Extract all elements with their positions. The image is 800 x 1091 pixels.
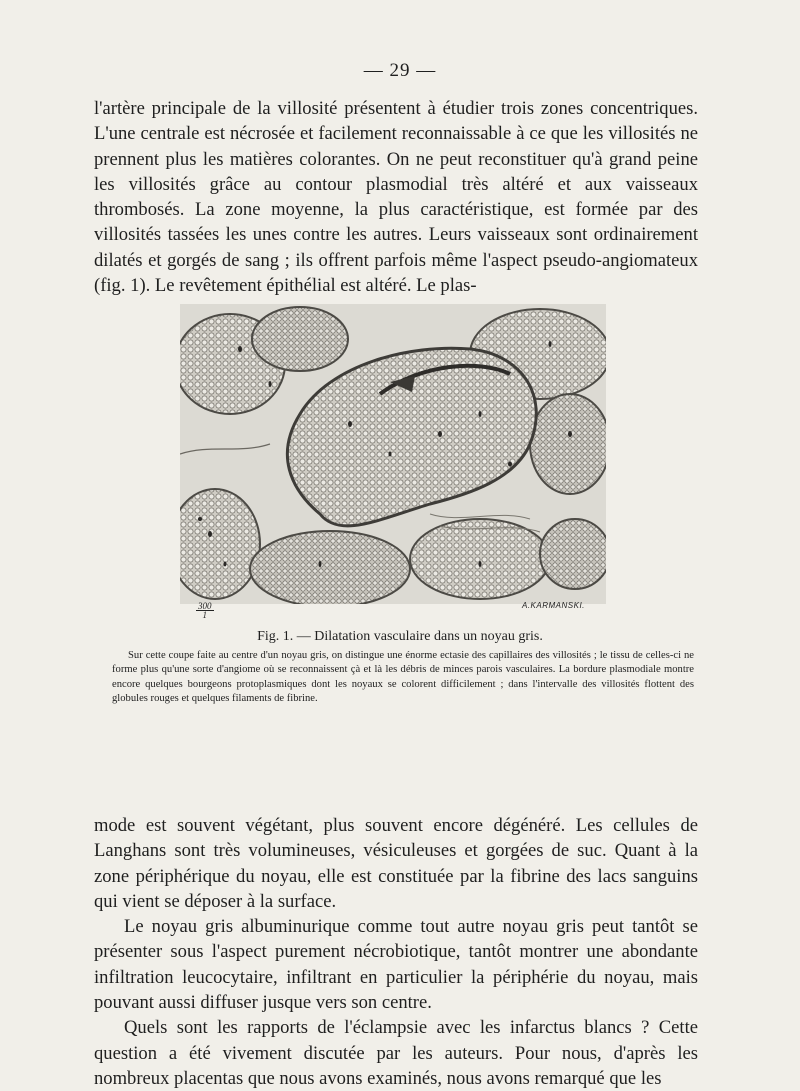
scale-numerator: 300 [198,601,212,611]
histology-drawing [180,304,606,604]
figure-scale-label [196,602,214,619]
figure-caption-body: Sur cette coupe faite au centre d'un noyau gris, on distingue une énorme ectasie des capillaires des villosités ; le tissu de celles-ci ne forme plus qu'une sorte d'angiome où se reconnaissent çà et là les débris de minces parois vasculaires. La bordure plasmodiale montre encore quelques bourgeons protoplasmiques dont les noyaux se colorent difficilement ; dans l'intervalle des villosités flottent des globules rouges et quelques filaments de fibrine. [112,650,694,705]
page-number: — 29 — [363,60,437,81]
histology-illustration [180,304,606,604]
top-paragraph: l'artère principale de la villosité présentent à étudier trois zones concentriques. L'une centrale est nécrosée et facilement reconnaissable à ce que les villosités ne prennent plus les matières colorantes. On ne peut reconstituer qu'à grand peine les villosités grâce au contour plasmodial très altéré et aux vaisseaux thrombosés. La zone moyenne, la plus caractéristique, est formée par des villosités tassées les unes contre les autres. Leurs vaisseaux sont ordinairement dilatés et gorgés de sang ; ils offrent parfois même l'aspect pseudo-angiomateux (fig. 1). Le revêtement épithélial est altéré. Le plas- [94,98,698,297]
scale-denominator: 1 [202,610,207,620]
illustrator-signature: A.KARMANSKI. [522,601,585,610]
paragraph-noyau-gris: Le noyau gris albuminurique comme tout autre noyau gris peut tantôt se présenter sous l'aspect purement nécrobiotique, tantôt montrer une abondante infiltration leucocytaire, infiltrant en particulier la périphérie du noyau, mais pouvant aussi diffuser jusque vers son centre. [94,916,698,1014]
paragraph-continuation: mode est souvent végétant, plus souvent encore dégénéré. Les cellules de Langhans sont très volumineuses, vésiculeuses et gorgées de suc. Quant à la zone périphérique du noyau, elle est constituée par la fibrine des lacs sanguins qui vient se déposer à la surface. [94,815,698,912]
body-text [94,813,698,1091]
figure-caption-title: Fig. 1. — Dilatation vasculaire dans un noyau gris. [257,629,543,644]
paragraph-eclampsie: Quels sont les rapports de l'éclampsie avec les infarctus blancs ? Cette question a été vivement discutée par les auteurs. Pour nous, d'après les nombreux placentas que nous avons examinés, nous avons remarqué que les [94,1017,698,1089]
